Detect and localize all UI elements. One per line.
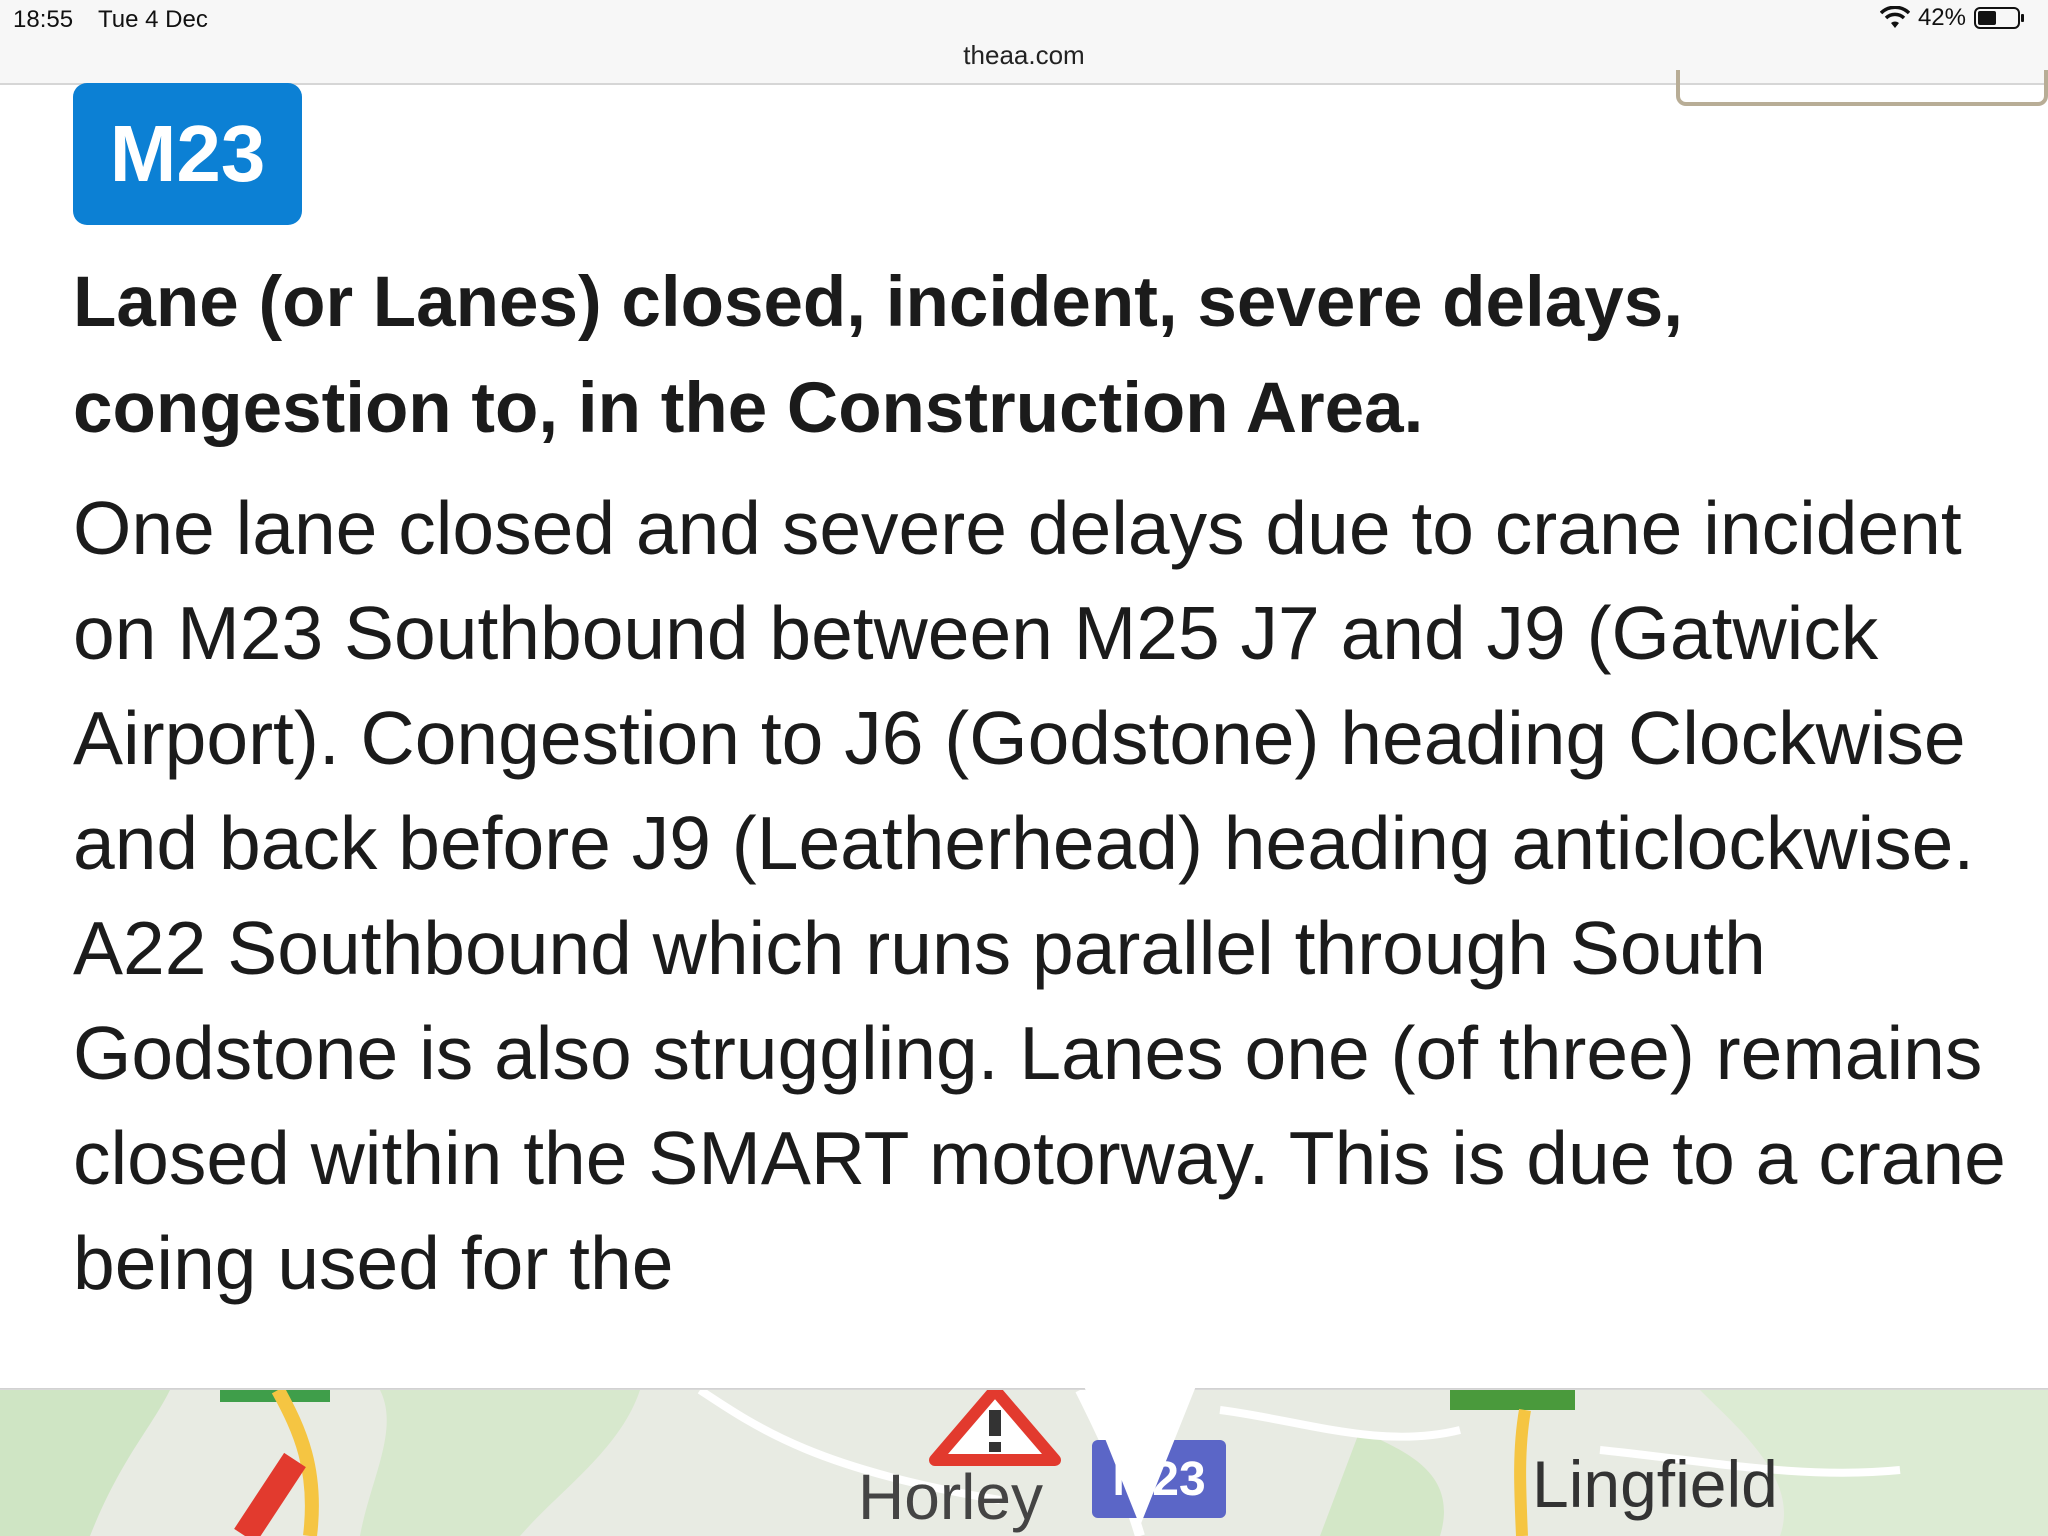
map-control-frame <box>1676 70 2048 106</box>
battery-icon <box>1974 6 2026 30</box>
popup-pointer <box>1084 1386 1196 1526</box>
status-time: 18:55 <box>13 6 74 33</box>
battery-percent: 42% <box>1917 4 1966 31</box>
road-badge: M23 <box>73 83 302 225</box>
map-road-shield: M23 <box>1092 1440 1226 1518</box>
status-right <box>1880 4 2026 32</box>
map-label-horley: Horley <box>858 1461 1043 1533</box>
map-label-lingfield: Lingfield <box>1532 1447 1778 1521</box>
incident-title: Lane (or Lanes) closed, incident, severe delays, congestion to, in the Construction Area. <box>73 263 1683 448</box>
incident-description: One lane closed and severe delays due to crane incident on M23 Southbound between M25 J7 and J9 (Gatwick Airport). Congestion to J6 (Godstone) heading Clockwise and back before J9 (Leatherhead) heading anticlockwise. A22 Southbound which runs parallel through South Godstone is also struggling. Lanes one (of three) remains closed within the SMART motorway. This is due to a crane being used for the <box>73 486 2006 1305</box>
wifi-icon <box>1880 6 1910 30</box>
address-bar-url[interactable]: theaa.com <box>963 40 1085 70</box>
status-date: Tue 4 Dec <box>98 6 208 33</box>
warning-icon <box>925 1390 1065 1470</box>
